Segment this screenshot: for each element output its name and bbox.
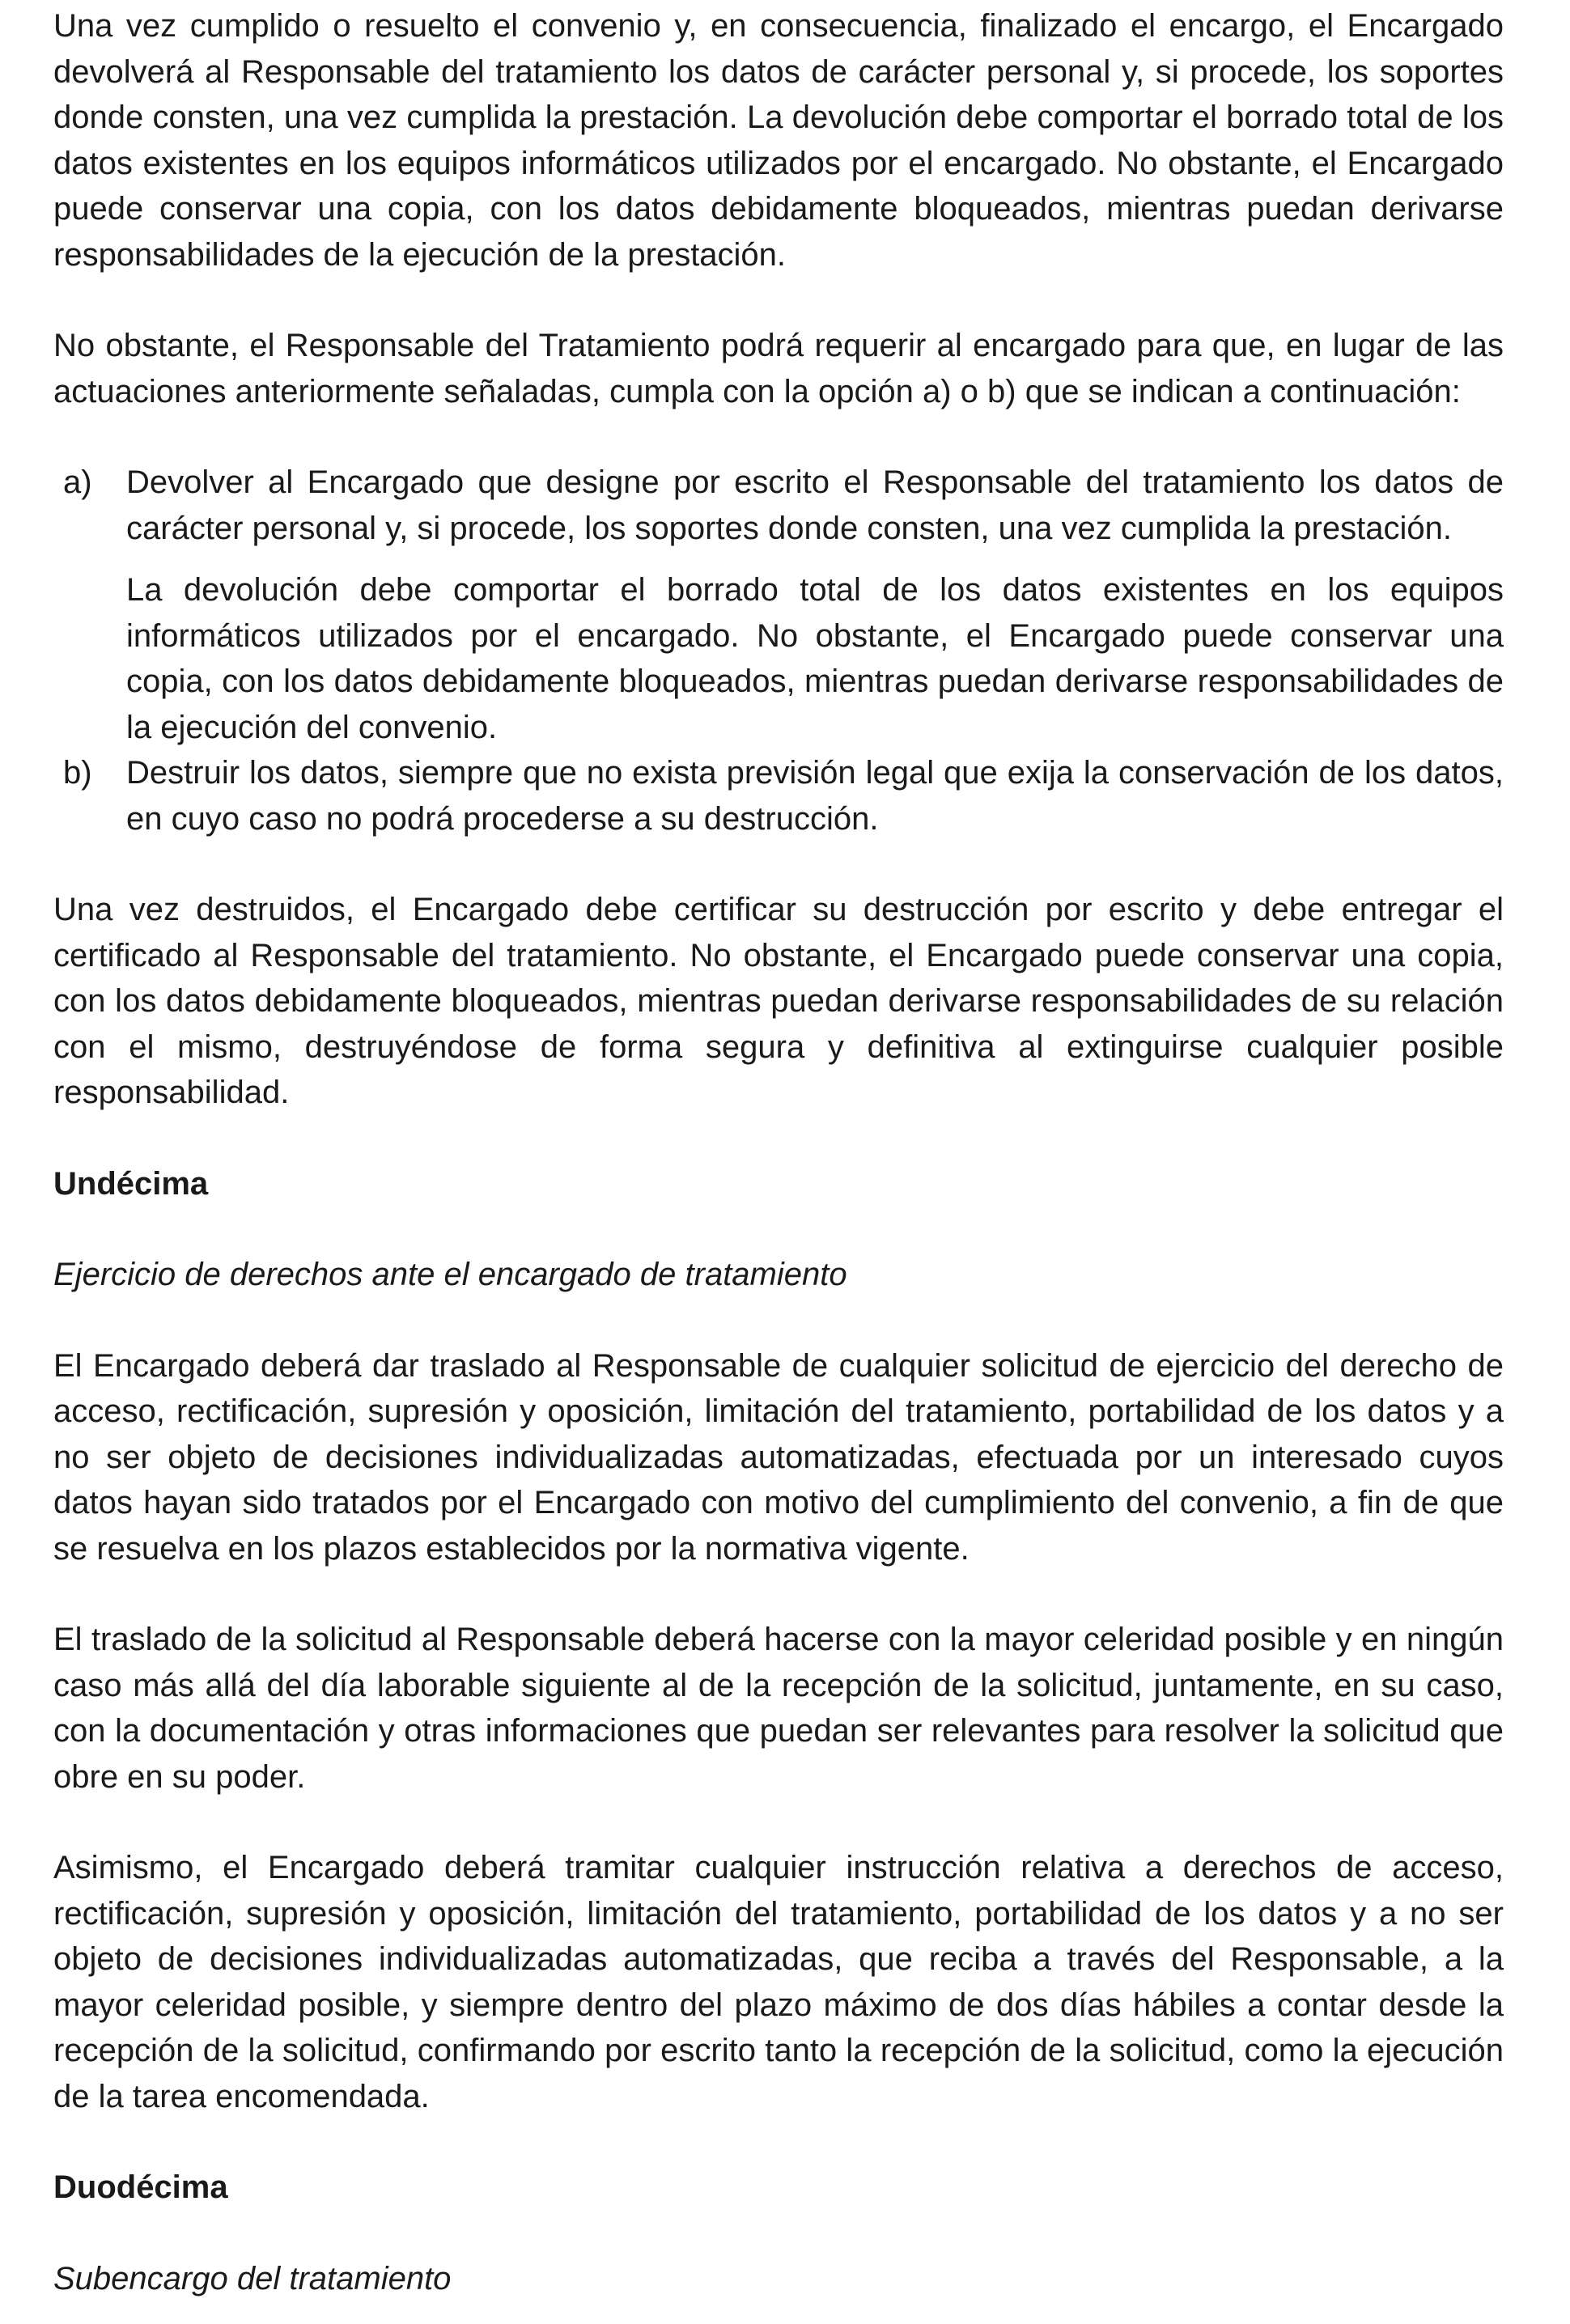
list-marker-a: a) xyxy=(63,464,92,500)
section-heading-duodecima: Duodécima xyxy=(53,2169,228,2205)
options-list xyxy=(53,460,1504,842)
section-heading-undecima: Undécima xyxy=(53,1165,209,1202)
list-item-b xyxy=(53,750,1504,842)
paragraph-destruction-certificate: Una vez destruidos, el Encargado debe certificar su destrucción por escrito y debe entregar el certificado al Responsable del tratamiento. No obstante, el Encargado puede conservar una copia, con los datos debidamente bloqueados, mientras puedan derivarse responsabilidades de su relación con el mismo, destruyéndose de forma segura y definitiva al extinguirse cualquier posible responsabilidad. xyxy=(53,892,1504,1110)
paragraph-options-intro: No obstante, el Responsable del Tratamiento podrá requerir al encargado para que, en lugar de las actuaciones anteriormente señaladas, cumpla con la opción a) o b) que se indican a continuación: xyxy=(53,328,1504,409)
list-item-a-text-continued: La devolución debe comportar el borrado total de los datos existentes en los equipos informáticos utilizados por el encargado. No obstante, el Encargado puede conservar una copia, con los datos debidamente bloqueados, mientras puedan derivarse responsabilidades de la ejecución del convenio. xyxy=(126,572,1504,745)
list-item-b-text: Destruir los datos, siempre que no exista previsión legal que exija la conservación de los datos, en cuyo caso no podrá procederse a su destrucción. xyxy=(126,755,1504,837)
paragraph-return-data: Una vez cumplido o resuelto el convenio y, en consecuencia, finalizado el encargo, el Encargado devolverá al Responsable del tratamiento los datos de carácter personal y, si procede, los soportes donde consten, una vez cumplida la prestación. La devolución debe comportar el borrado total de los datos existentes en los equipos informáticos utilizados por el encargado. No obstante, el Encargado puede conservar una copia, con los datos debidamente bloqueados, mientras puedan derivarse responsabilidades de la ejecución de la prestación. xyxy=(53,8,1504,273)
document-body xyxy=(53,3,1504,2301)
paragraph-instruction-processing: Asimismo, el Encargado deberá tramitar cualquier instrucción relativa a derechos de acceso, rectificación, supresión y oposición, limitación del tratamiento, portabilidad de los datos y a no ser objeto de decisiones individualizadas automatizadas, que reciba a través del Responsable, a la mayor celeridad posible, y siempre dentro del plazo máximo de dos días hábiles a contar desde la recepción de la solicitud, confirmando por escrito tanto la recepción de la solicitud, como la ejecución de la tarea encomendada. xyxy=(53,1850,1504,2114)
section-title-ejercicio-derechos: Ejercicio de derechos ante el encargado de tratamiento xyxy=(53,1257,847,1292)
list-item-a xyxy=(53,460,1504,750)
paragraph-rights-transfer: El Encargado deberá dar traslado al Responsable de cualquier solicitud de ejercicio del derecho de acceso, rectificación, supresión y oposición, limitación del tratamiento, portabilidad de los datos y a no ser objeto de decisiones individualizadas automatizadas, efectuada por un interesado cuyos datos hayan sido tratados por el Encargado con motivo del cumplimiento del convenio, a fin de que se resuelva en los plazos establecidos por la normativa vigente. xyxy=(53,1347,1504,1567)
list-item-a-text: Devolver al Encargado que designe por escrito el Responsable del tratamiento los datos de carácter personal y, si procede, los soportes donde consten, una vez cumplida la prestación. xyxy=(126,464,1504,546)
section-title-subencargo: Subencargo del tratamiento xyxy=(53,2260,452,2296)
paragraph-transfer-timing: El traslado de la solicitud al Responsable deberá hacerse con la mayor celeridad posible y en ningún caso más allá del día laborable siguiente al de la recepción de la solicitud, juntamente, en su caso, con la documentación y otras informaciones que puedan ser relevantes para resolver la solicitud que obre en su poder. xyxy=(53,1622,1504,1795)
list-marker-b: b) xyxy=(63,755,92,791)
